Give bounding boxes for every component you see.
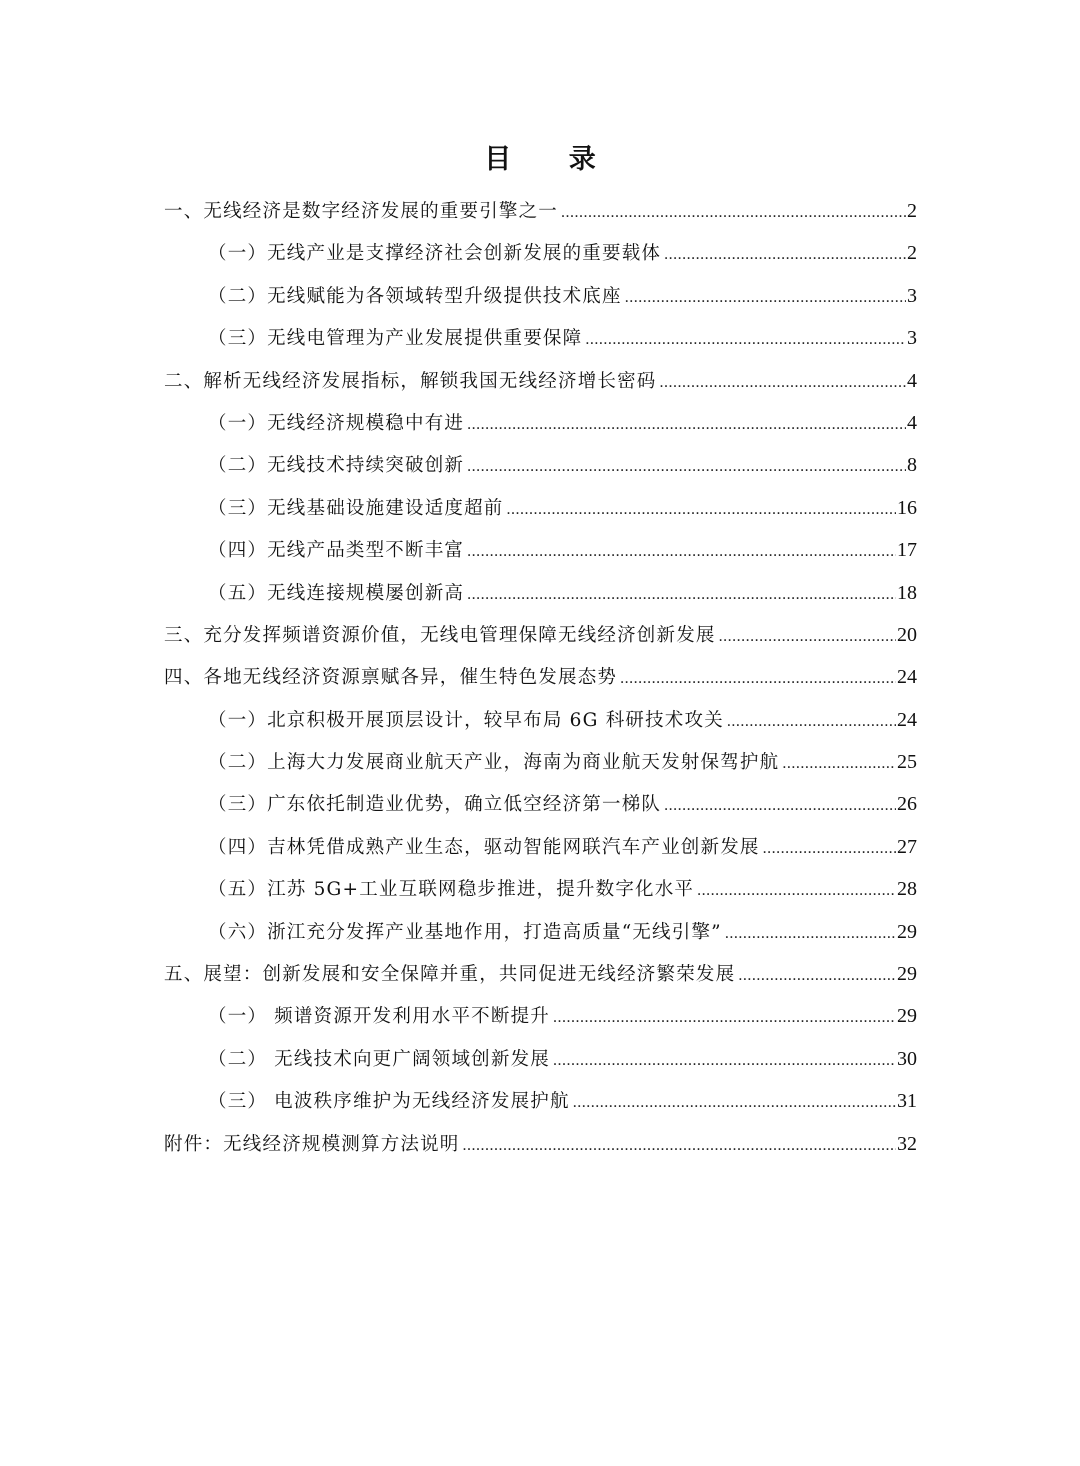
toc-section-entry[interactable]: [164, 614, 917, 656]
toc-page-number: 26: [897, 793, 917, 816]
toc-section-entry[interactable]: [164, 953, 917, 995]
toc-entry-title: （三）广东依托制造业优势，确立低空经济第一梯队: [208, 794, 662, 816]
toc-subsection-entry[interactable]: [164, 1080, 917, 1122]
toc-entry-title: （一）无线经济规模稳中有进: [208, 412, 465, 434]
toc-entry-title: （五）无线连接规模屡创新高: [208, 582, 465, 604]
toc-page-number: 25: [897, 751, 917, 774]
dot-leader: [782, 743, 896, 785]
toc-subsection-entry[interactable]: [164, 572, 917, 614]
dot-leader: [664, 234, 906, 276]
toc-section-entry[interactable]: [164, 656, 917, 698]
toc-subsection-entry[interactable]: [164, 826, 917, 868]
toc-page-number: 29: [897, 920, 917, 943]
toc-entry-title: （六）浙江充分发挥产业基地作用，打造高质量“无线引擎”: [208, 921, 722, 943]
toc-entry-title: （一）无线产业是支撑经济社会创新发展的重要载体: [208, 243, 662, 265]
dot-leader: [467, 531, 896, 573]
toc-entry-title: （二） 无线技术向更广阔领域创新发展: [208, 1048, 550, 1070]
toc-page-number: 3: [907, 327, 917, 350]
toc-page-number: 32: [897, 1132, 917, 1155]
dot-leader: [463, 1125, 896, 1167]
toc-page-number: 24: [897, 666, 917, 689]
toc-page-number: 4: [907, 411, 917, 434]
toc-subsection-entry[interactable]: [164, 402, 917, 444]
toc-entry-title: 三、充分发挥频谱资源价值，无线电管理保障无线经济创新发展: [164, 624, 716, 646]
toc-entry-title: 五、展望：创新发展和安全保障并重，共同促进无线经济繁荣发展: [164, 964, 736, 986]
toc-subsection-entry[interactable]: [164, 1038, 917, 1080]
toc-page-number: 27: [897, 835, 917, 858]
toc-section-entry[interactable]: [164, 190, 917, 232]
toc-subsection-entry[interactable]: [164, 444, 917, 486]
toc-subsection-entry[interactable]: [164, 911, 917, 953]
dot-leader: [664, 785, 896, 827]
toc-page-number: 29: [897, 963, 917, 986]
toc-entry-title: 一、无线经济是数字经济发展的重要引擎之一: [164, 201, 559, 222]
toc-page-number: 18: [897, 581, 917, 604]
dot-leader: [553, 997, 896, 1039]
toc-entry-title: （二）无线技术持续突破创新: [208, 455, 465, 477]
dot-leader: [585, 319, 906, 361]
toc-page-number: 2: [907, 200, 917, 222]
toc-page-number: 24: [897, 708, 917, 731]
dot-leader: [763, 828, 896, 870]
toc-page-number: 16: [897, 496, 917, 519]
toc-page-number: 28: [897, 878, 917, 901]
toc-page-number: 4: [907, 369, 917, 392]
toc-subsection-entry[interactable]: [164, 232, 917, 274]
dot-leader: [573, 1082, 896, 1124]
toc-page-number: 17: [897, 539, 917, 562]
toc-subsection-entry[interactable]: [164, 487, 917, 529]
toc-subsection-entry[interactable]: [164, 699, 917, 741]
toc-entry-title: 二、解析无线经济发展指标，解锁我国无线经济增长密码: [164, 370, 657, 392]
toc-entry-title: 附件：无线经济规模测算方法说明: [164, 1133, 460, 1155]
toc-subsection-entry[interactable]: [164, 317, 917, 359]
dot-leader: [727, 701, 896, 743]
toc-page-number: 3: [907, 284, 917, 307]
toc-page-number: 29: [897, 1005, 917, 1028]
table-of-contents: [164, 190, 917, 1165]
dot-leader: [660, 362, 906, 404]
toc-entry-title: （二）上海大力发展商业航天产业，海南为商业航天发射保驾护航: [208, 752, 780, 774]
toc-page-number: 2: [907, 242, 917, 265]
toc-entry-title: （三） 电波秩序维护为无线经济发展护航: [208, 1091, 570, 1113]
dot-leader: [725, 913, 896, 955]
toc-entry-title: （三）无线基础设施建设适度超前: [208, 497, 504, 519]
toc-subsection-entry[interactable]: [164, 275, 917, 317]
toc-subsection-entry[interactable]: [164, 783, 917, 825]
toc-subsection-entry[interactable]: [164, 741, 917, 783]
dot-leader: [507, 489, 896, 531]
toc-subsection-entry[interactable]: [164, 529, 917, 571]
toc-subsection-entry[interactable]: [164, 995, 917, 1037]
toc-page-number: 8: [907, 454, 917, 477]
dot-leader: [467, 446, 906, 488]
toc-subsection-entry[interactable]: [164, 868, 917, 910]
dot-leader: [467, 574, 896, 616]
dot-leader: [467, 404, 906, 446]
dot-leader: [719, 616, 896, 658]
toc-entry-title: （四）无线产品类型不断丰富: [208, 540, 465, 562]
dot-leader: [697, 870, 896, 912]
toc-page-number: 20: [897, 623, 917, 646]
dot-leader: [620, 658, 896, 700]
toc-entry-title: （四）吉林凭借成熟产业生态，驱动智能网联汽车产业创新发展: [208, 836, 760, 858]
toc-entry-title: 四、各地无线经济资源禀赋各异，催生特色发展态势: [164, 667, 618, 689]
toc-section-entry[interactable]: [164, 360, 917, 402]
toc-entry-title: （二）无线赋能为各领域转型升级提供技术底座: [208, 285, 622, 307]
toc-entry-title: （一） 频谱资源开发利用水平不断提升: [208, 1006, 550, 1028]
toc-entry-title: （五）江苏 5G+工业互联网稳步推进，提升数字化水平: [208, 879, 695, 901]
toc-page-number: 30: [897, 1047, 917, 1070]
toc-section-entry[interactable]: [164, 1123, 917, 1165]
dot-leader: [738, 955, 896, 997]
toc-page-number: 31: [897, 1090, 917, 1113]
dot-leader: [561, 192, 906, 234]
toc-title: 目 录: [484, 144, 620, 175]
toc-entry-title: （三）无线电管理为产业发展提供重要保障: [208, 328, 583, 350]
dot-leader: [553, 1040, 896, 1082]
toc-entry-title: （一）北京积极开展顶层设计，较早布局 6G 科研技术攻关: [208, 709, 724, 731]
dot-leader: [625, 277, 906, 319]
